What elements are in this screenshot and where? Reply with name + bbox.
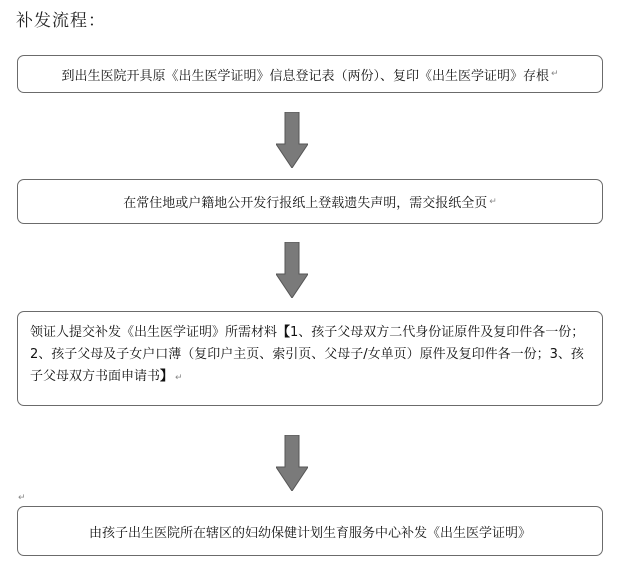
- down-arrow-icon: [276, 112, 308, 168]
- step-1-text: 到出生医院开具原《出生医学证明》信息登记表（两份）、复印《出生医学证明》存根: [61, 68, 549, 84]
- page-title: 补发流程：: [16, 11, 106, 31]
- step-4-text: 由孩子出生医院所在辖区的妇幼保健计划生育服务中心补发《出生医学证明》: [88, 525, 531, 541]
- step-4-box: [17, 506, 603, 556]
- step-3-body: 1、孩子父母双方二代身份证原件及复印件各一份；2、孩子父母及子女户口薄（复印户主页、索引页、父母子/女单页）原件及复印件各一份；3、孩子父母双方书面申请书: [30, 325, 585, 384]
- step-3-box: [17, 311, 603, 406]
- return-mark-3: ↵: [175, 373, 183, 383]
- step-2-box: [17, 179, 603, 224]
- return-mark-4: ↵: [18, 493, 26, 503]
- down-arrow-icon: [276, 435, 308, 491]
- step-3-prefix: 领证人提交补发《出生医学证明》所需材料: [30, 325, 278, 340]
- step-3-bracket-open: 【: [277, 325, 291, 340]
- return-mark-2: ↵: [489, 196, 497, 207]
- step-3-bracket-close: 】: [160, 369, 174, 384]
- return-mark-1: ↵: [550, 69, 559, 79]
- step-1-box: [17, 55, 603, 93]
- down-arrow-icon: [276, 242, 308, 298]
- step-2-text: 在常住地或户籍地公开发行报纸上登载遗失声明，需交报纸全页: [123, 196, 488, 211]
